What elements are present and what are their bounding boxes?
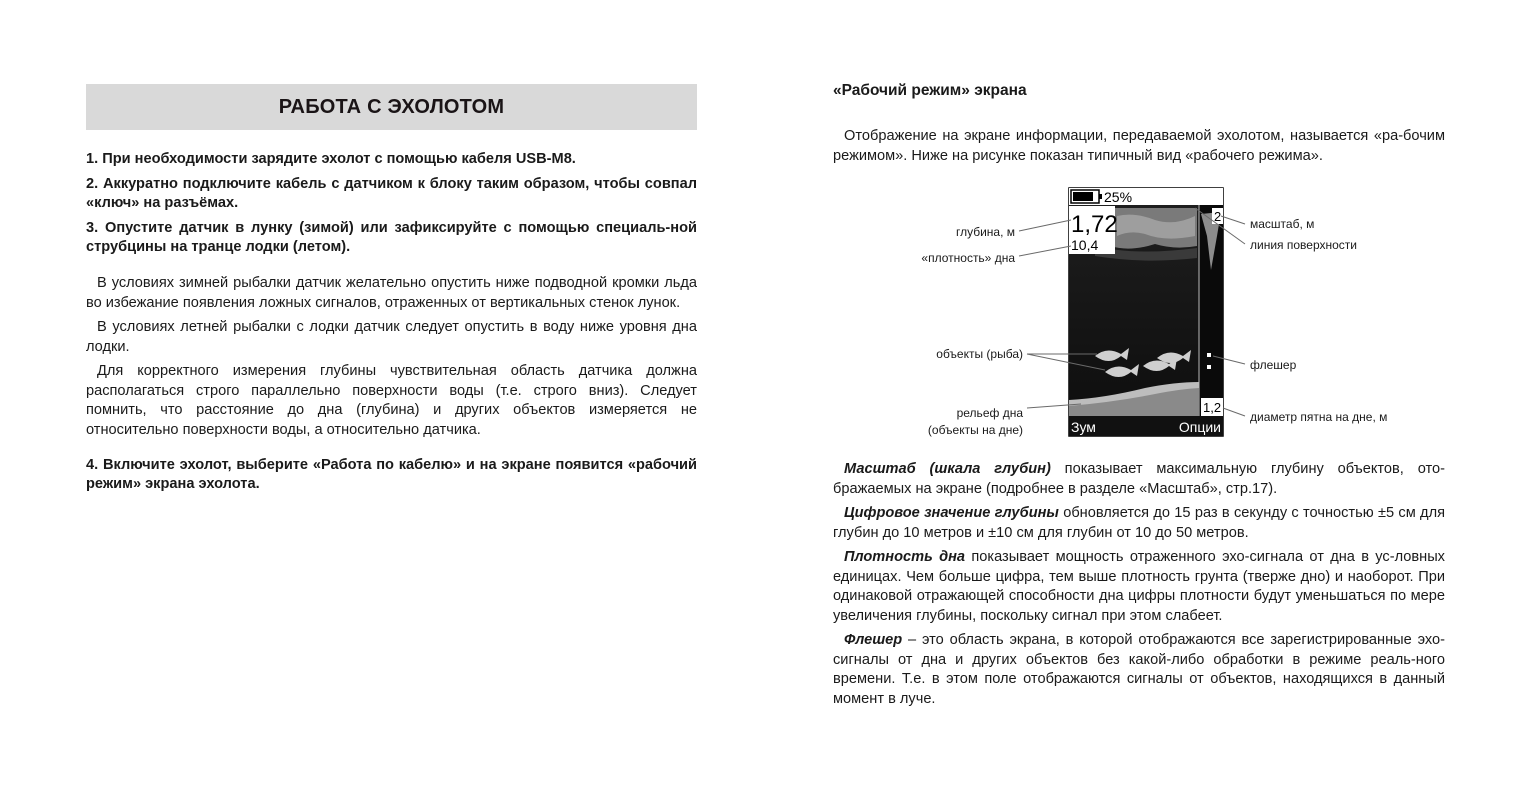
scale-value: 2 [1214,209,1222,224]
definition-density [833,548,1445,626]
definition-depth-text: обновляется до 15 раз в секунду с точностью ±5 см для глубин до 10 метров и ±10 см для глубин от 10 до 50 метров. [833,505,1445,541]
paragraph-winter: В условиях зимней рыбалки датчик желательно опустить ниже подводной кромки льда во избежание появления ложных сигналов, отраженных от вертикальных стенок лунок. [86,275,697,311]
definition-scale-text: показывает максимальную глубину объектов, ото-бражаемых на экране (подробнее в разделе «Масштаб», стр.17). [833,461,1445,497]
definitions [833,460,1445,709]
sonar-diagram [905,186,1415,440]
screen-heading: «Рабочий режим» экрана [833,82,1027,99]
zoom-button[interactable]: Зум [1071,419,1096,435]
section-title: РАБОТА С ЭХОЛОТОМ [86,84,697,130]
term-density: Плотность дна [844,549,966,565]
callout-relief-note: (объекты на дне) [927,423,1023,437]
step-2: 2. Аккуратно подключите кабель с датчиком к блоку таким образом, чтобы совпал «ключ» на разъёмах. [86,176,697,211]
callout-flasher: флешер [1250,358,1297,372]
right-page [833,82,1445,166]
callout-scale: масштаб, м [1250,217,1315,231]
callout-depth: глубина, м [955,225,1015,239]
depth-value: 1,72 [1071,211,1118,238]
callout-fish: объекты (рыба) [936,347,1023,361]
options-button[interactable]: Опции [1178,419,1221,435]
intro-paragraph: Отображение на экране информации, передаваемой эхолотом, называется «ра-бочим режимом». Ниже на рисунке показан типичный вид «рабочего режима». [833,128,1445,164]
spot-diameter-value: 1,2 [1203,400,1222,415]
callout-surface: линия поверхности [1250,238,1357,252]
left-page [86,84,697,494]
term-flasher: Флешер [844,632,903,648]
definition-density-text: показывает мощность отраженного эхо-сигнала от дна в ус-ловных единицах. Чем больше цифра, тем выше плотность грунта (тверже дно) и наоборот. При одинаковой отражающей способности дна цифры плотности будут уменьшаться по мере увеличения глубины, поскольку сигнал при этом слабеет. [833,549,1445,624]
paragraph-summer: В условиях летней рыбалки с лодки датчик следует опустить в воду ниже уровня дна лодки. [86,319,697,355]
definition-scale [833,460,1445,499]
callout-spot: диаметр пятна на дне, м [1250,410,1388,424]
term-depth: Цифровое значение глубины [844,505,1059,521]
battery-level: 25% [1104,189,1133,205]
callout-relief: рельеф дна [956,406,1023,420]
density-value: 10,4 [1071,237,1099,253]
term-scale: Масштаб (шкала глубин) [844,461,1051,477]
callout-density: «плотность» дна [921,251,1015,265]
definition-flasher [833,631,1445,709]
paragraph-measurement: Для корректного измерения глубины чувствительная область датчика должна располагаться строго параллельно поверхности воды (т.е. строго вниз). Следует помнить, что расстояние до дна (глубина) и других объектов измеряется не относительно поверхности воды, а относительно датчика. [86,363,697,438]
definition-flasher-text: – это область экрана, в которой отображаются все зарегистрированные эхо-сигналы от дна и других объектов без какой-либо обработки в режиме реаль-ного времени. Т.е. в этом поле отображаются сигналы от объектов, находящихся в данный момент в луче. [833,632,1445,707]
step-4: 4. Включите эхолот, выберите «Работа по кабелю» и на экране появится «рабочий режим» экрана эхолота. [86,457,697,492]
step-3: 3. Опустите датчик в лунку (зимой) или зафиксируйте с помощью специаль-ной струбцины на транце лодки (летом). [86,220,697,255]
definition-depth [833,504,1445,543]
step-1: 1. При необходимости зарядите эхолот с помощью кабеля USB-M8. [86,151,576,167]
